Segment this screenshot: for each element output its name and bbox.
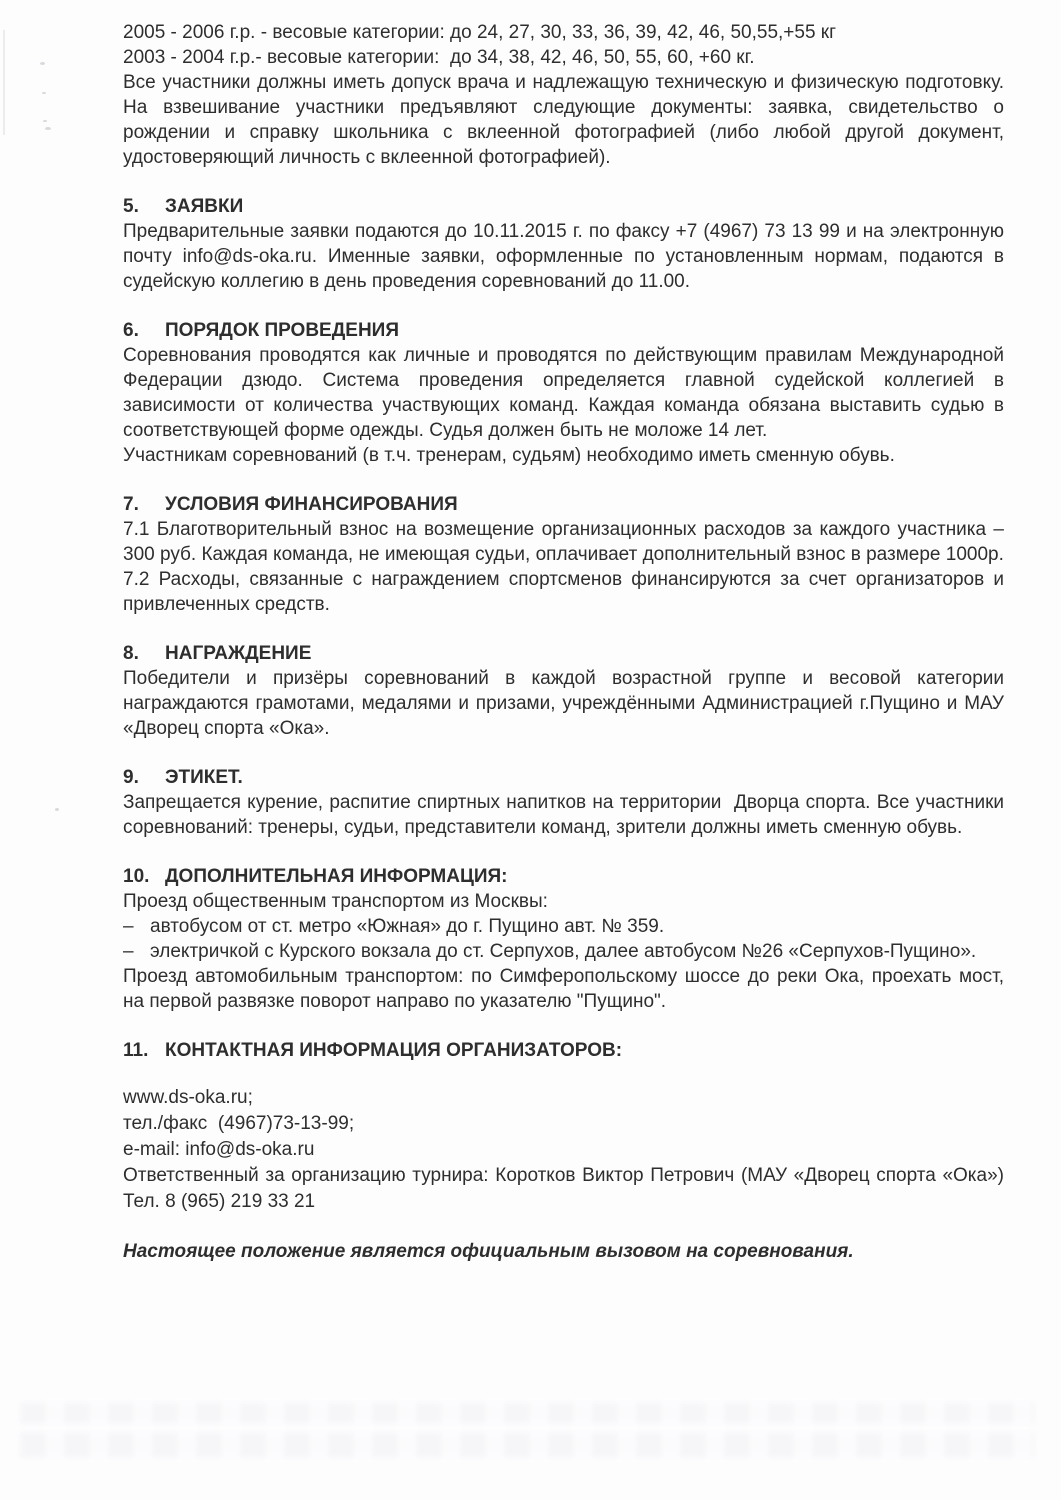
section-heading [123,194,1004,219]
section-paragraph: 7.2 Расходы, связанные с награждением спортсменов финансируются за счет организаторов и привлеченных средств. [123,569,1004,615]
intro-paragraph: Все участники должны иметь допуск врача и надлежащую техническую и физическую подготовку. На взвешивание участники предъявляют следующие документы: заявка, свидетельство о рождении и справку школьника с вклеенной фотографией (либо любой другой документ, удостоверяющий личность с вклеенной фотографией). [123,72,1004,168]
section-number: 5. [123,196,139,217]
section-dopolnitelnaya-informatsiya [123,864,1004,1014]
section-zayavki [123,194,1004,294]
section-number: 11. [123,1040,149,1061]
section-title: ЭТИКЕТ. [165,767,243,788]
weight-categories [123,20,1004,70]
section-paragraph: Запрещается курение, распитие спиртных напитков на территории Дворца спорта. Все участники соревнований: тренеры, судьи, представители команд, зрители должны иметь сменную обувь. [123,792,1004,838]
contact-person: Ответственный за организацию турнира: Коротков Виктор Петрович (МАУ «Дворец спорта «Ока») Тел. 8 (965) 219 33 21 [123,1165,1004,1212]
section-heading [123,318,1004,343]
section-paragraph: 7.1 Благотворительный взнос на возмещение организационных расходов за каждого участника – 300 руб. Каждая команда, не имеющая судьи, оплачивает дополнительный взнос в размере 1000р. [123,519,1004,565]
section-paragraph: Предварительные заявки подаются до 10.11.2015 г. по факсу +7 (4967) 73 13 99 и на электронную почту info@ds-oka.ru. Именные заявки, оформленные по установленным нормам, подаются в судейскую коллегию в день проведения соревнований до 11.00. [123,221,1004,292]
transport-option-text: автобусом от ст. метро «Южная» до г. Пущино авт. № 359. [150,916,665,937]
transport-option-train [123,939,1004,964]
section-number: 6. [123,320,139,341]
scan-speck [55,808,59,811]
dash-marker: – [123,941,134,962]
section-heading [123,1038,1004,1063]
section-title: КОНТАКТНАЯ ИНФОРМАЦИЯ ОРГАНИЗАТОРОВ: [165,1040,623,1061]
section-number: 8. [123,643,139,664]
transport-car-paragraph: Проезд автомобильным транспортом: по Симферопольскому шоссе до реки Ока, проехать мост, на первой развязке поворот направо по указателю "Пущино". [123,966,1004,1012]
contact-phone-fax: тел./факс (4967)73-13-99; [123,1113,355,1134]
section-heading [123,765,1004,790]
scan-speck [45,127,51,130]
section-title: ЗАЯВКИ [165,196,244,217]
section-usloviya-finansirovaniya [123,492,1004,617]
section-title: ПОРЯДОК ПРОВЕДЕНИЯ [165,320,399,341]
section-paragraph: Соревнования проводятся как личные и проводятся по действующим правилам Международной Федерации дзюдо. Система проведения определяется главной судейской коллегией в зависимости от количества участвующих команд. Каждая команда обязана выставить судью в соответствующей форме одежды. Судья должен быть не моложе 14 лет. [123,345,1004,441]
transport-lead-line: Проезд общественным транспортом из Москвы: [123,891,548,912]
scan-bleed-through [20,1402,1035,1424]
transport-option-text: электричкой с Курского вокзала до ст. Серпухов, далее автобусом №26 «Серпухов-Пущино». [150,941,977,962]
contacts-block [123,1085,1004,1215]
official-note: Настоящее положение является официальным вызовом на соревнования. [123,1241,854,1262]
section-heading [123,864,1004,889]
scan-bleed-through [20,1432,1035,1458]
section-title: НАГРАЖДЕНИЕ [165,643,312,664]
section-paragraph: Победители и призёры соревнований в каждой возрастной группе и весовой категории награждаются грамотами, медалями и призами, учреждёнными Администрацией г.Пущино и МАУ «Дворец спорта «Ока». [123,668,1004,739]
scan-speck [40,62,45,65]
section-kontaktnaya-informatsiya [123,1038,1004,1215]
scan-speck [43,120,47,122]
weight-category-line-2005-2006: 2005 - 2006 г.р. - весовые категории: до 24, 27, 30, 33, 36, 39, 42, 46, 50,55,+55 кг [123,22,837,43]
section-number: 9. [123,767,139,788]
section-number: 7. [123,494,139,515]
section-title: УСЛОВИЯ ФИНАНСИРОВАНИЯ [165,494,458,515]
dash-marker: – [123,916,134,937]
scan-speck [42,92,46,94]
section-poryadok-provedeniya [123,318,1004,468]
section-title: ДОПОЛНИТЕЛЬНАЯ ИНФОРМАЦИЯ: [165,866,508,887]
section-number: 10. [123,866,150,887]
section-paragraph: Участникам соревнований (в т.ч. тренерам, судьям) необходимо иметь сменную обувь. [123,445,895,466]
contact-email: e-mail: info@ds-oka.ru [123,1139,315,1160]
section-etiket [123,765,1004,840]
section-heading [123,492,1004,517]
section-heading [123,641,1004,666]
contact-website: www.ds-oka.ru; [123,1087,253,1108]
weight-category-line-2003-2004: 2003 - 2004 г.р.- весовые категории: до 34, 38, 42, 46, 50, 55, 60, +60 кг. [123,47,755,68]
section-nagrazhdenie [123,641,1004,741]
scan-artifact-edge-line [3,30,5,135]
transport-option-bus [123,914,1004,939]
